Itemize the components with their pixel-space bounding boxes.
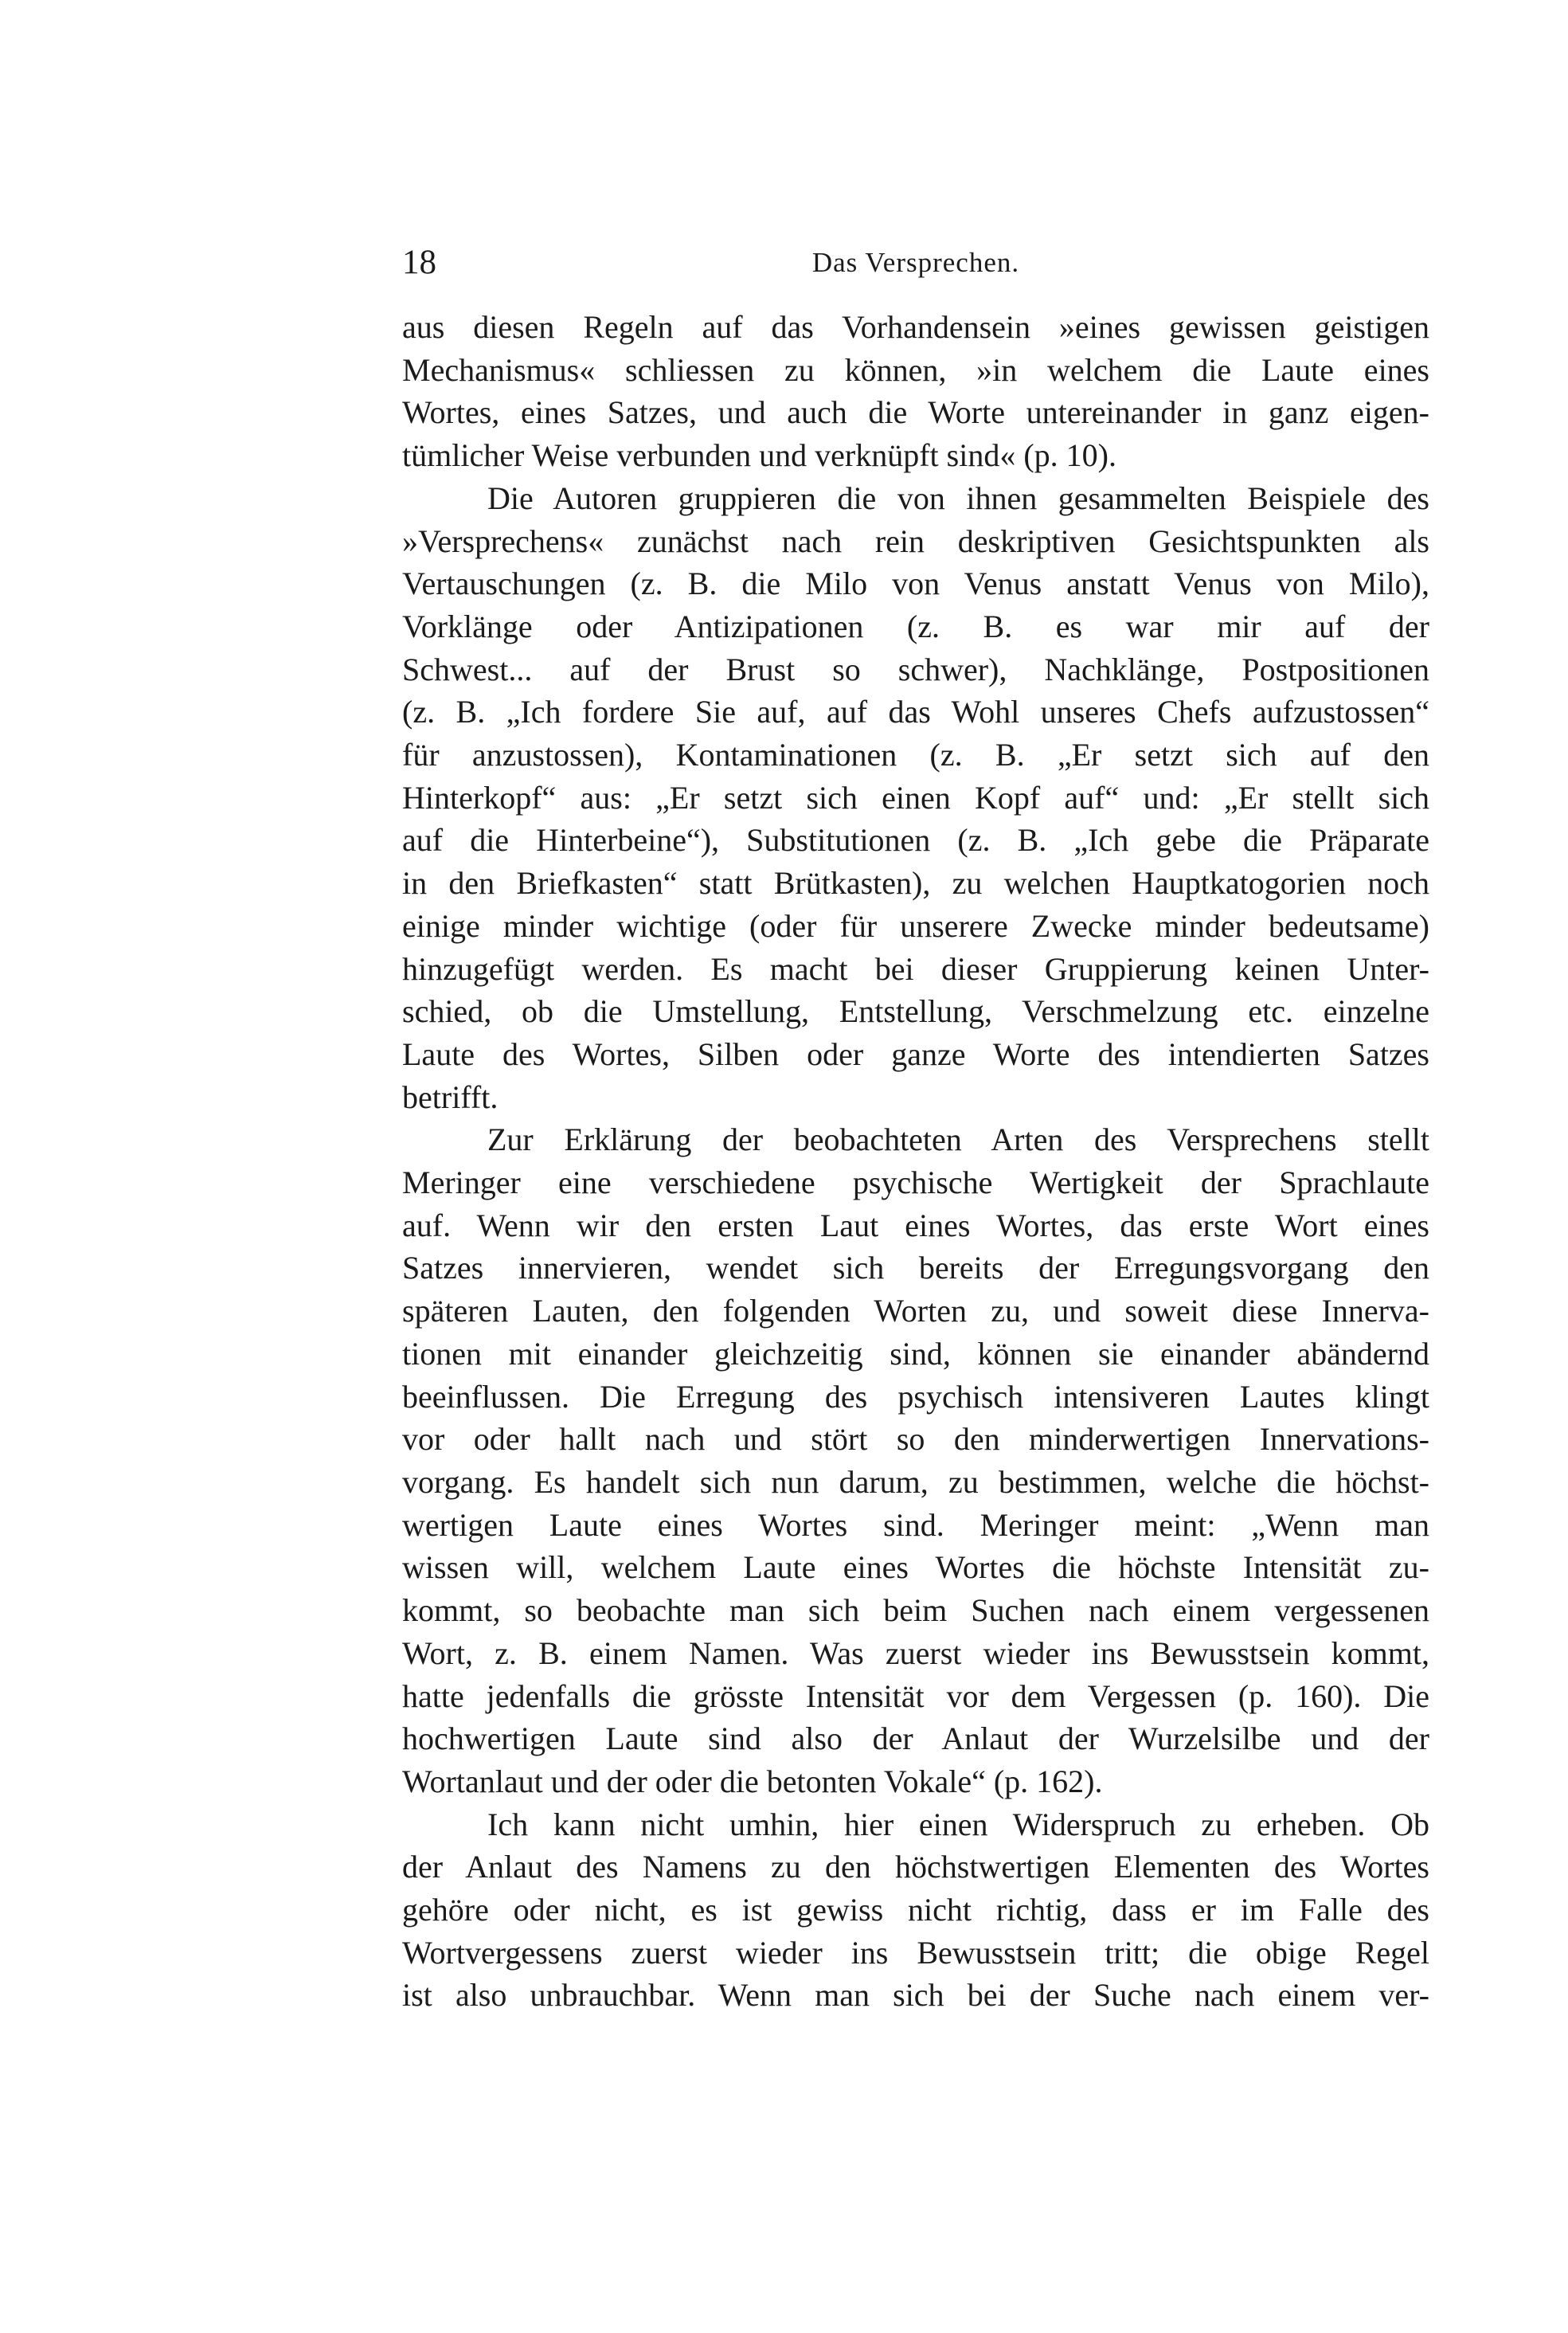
text-line: tümlicher Weise verbunden und verknüpft sind« (p. 10). xyxy=(402,437,1116,474)
text-line: Mechanismus« schliessen zu können, »in welchem die Laute eines xyxy=(402,351,1429,388)
text-line: gehöre oder nicht, es ist gewiss nicht richtig, dass er im Falle des xyxy=(402,1892,1429,1928)
text-line: Wortes, eines Satzes, und auch die Worte untereinander in ganz eigen- xyxy=(402,394,1429,431)
text-line: Satzes innervieren, wendet sich bereits der Erregungsvorgang den xyxy=(402,1250,1429,1286)
text-line: auf die Hinterbeine“), Substitutionen (z. B. „Ich gebe die Präparate xyxy=(402,822,1429,859)
text-line: betrifft. xyxy=(402,1078,499,1115)
text-line: hochwertigen Laute sind also der Anlaut der Wurzelsilbe und der xyxy=(402,1720,1429,1757)
text-line: auf. Wenn wir den ersten Laut eines Wortes, das erste Wort eines xyxy=(402,1207,1429,1243)
text-line: Zur Erklärung der beobachteten Arten des Versprechens stellt xyxy=(487,1121,1429,1158)
text-line: vor oder hallt nach und stört so den minderwertigen Innervations- xyxy=(402,1421,1429,1458)
text-line: späteren Lauten, den folgenden Worten zu, und soweit diese Innerva- xyxy=(402,1293,1429,1329)
text-line: vorgang. Es handelt sich nun darum, zu bestimmen, welche die höchst- xyxy=(402,1463,1429,1500)
text-line: der Anlaut des Namens zu den höchstwertigen Elementen des Wortes xyxy=(402,1849,1429,1885)
text-line: (z. B. „Ich fordere Sie auf, auf das Wohl unseres Chefs aufzustossen“ xyxy=(402,694,1429,730)
text-line: Meringer eine verschiedene psychische Wertigkeit der Sprachlaute xyxy=(402,1165,1429,1201)
text-line: ist also unbrauchbar. Wenn man sich bei der Suche nach einem ver- xyxy=(402,1977,1429,2014)
text-line: Vorklänge oder Antizipationen (z. B. es war mir auf der xyxy=(402,608,1429,644)
text-line: Ich kann nicht umhin, hier einen Widerspruch zu erheben. Ob xyxy=(487,1806,1429,1842)
text-line: Hinterkopf“ aus: „Er setzt sich einen Kopf auf“ und: „Er stellt sich xyxy=(402,779,1429,816)
text-line: Wortanlaut und der oder die betonten Vokale“ (p. 162). xyxy=(402,1763,1103,1799)
text-line: beeinflussen. Die Erregung des psychisch intensiveren Lautes klingt xyxy=(402,1378,1429,1415)
text-line: für anzustossen), Kontaminationen (z. B. „Er setzt sich auf den xyxy=(402,737,1429,773)
text-line: wissen will, welchem Laute eines Wortes die höchste Intensität zu- xyxy=(402,1549,1429,1586)
text-line: Die Autoren gruppieren die von ihnen gesammelten Beispiele des xyxy=(487,480,1429,516)
text-line: »Versprechens« zunächst nach rein deskriptiven Gesichtspunkten als xyxy=(402,523,1429,559)
text-line: Laute des Wortes, Silben oder ganze Worte des intendierten Satzes xyxy=(402,1035,1429,1072)
text-line: einige minder wichtige (oder für unserere Zwecke minder bedeutsame) xyxy=(402,907,1429,944)
page-number: 18 xyxy=(402,244,436,281)
text-line: Schwest... auf der Brust so schwer), Nachklänge, Postpositionen xyxy=(402,651,1429,687)
running-title: Das Versprechen. xyxy=(811,247,1020,278)
page-header xyxy=(402,239,1429,287)
body-text xyxy=(402,306,1429,2017)
text-line: kommt, so beobachte man sich beim Suchen nach einem vergessenen xyxy=(402,1592,1429,1629)
paragraph-2 xyxy=(402,477,1429,1119)
text-line: Wort, z. B. einem Namen. Was zuerst wieder ins Bewusstsein kommt, xyxy=(402,1634,1429,1671)
text-line: tionen mit einander gleichzeitig sind, können sie einander abändernd xyxy=(402,1335,1429,1372)
paragraph-4 xyxy=(402,1803,1429,2018)
text-line: Vertauschungen (z. B. die Milo von Venus anstatt Venus von Milo), xyxy=(402,566,1429,602)
text-line: schied, ob die Umstellung, Entstellung, Verschmelzung etc. einzelne xyxy=(402,993,1429,1030)
text-line: in den Briefkasten“ statt Brütkasten), zu welchen Hauptkatogorien noch xyxy=(402,865,1429,902)
paragraph-1 xyxy=(402,306,1429,477)
text-line: Wortvergessens zuerst wieder ins Bewusstsein tritt; die obige Regel xyxy=(402,1934,1429,1971)
text-line: wertigen Laute eines Wortes sind. Meringer meint: „Wenn man xyxy=(402,1506,1429,1543)
text-line: aus diesen Regeln auf das Vorhandensein »eines gewissen geistigen xyxy=(402,309,1429,345)
text-line: hinzugefügt werden. Es macht bei dieser Gruppierung keinen Unter- xyxy=(402,950,1429,987)
text-line: hatte jedenfalls die grösste Intensität vor dem Vergessen (p. 160). Die xyxy=(402,1677,1429,1714)
paragraph-3 xyxy=(402,1118,1429,1803)
